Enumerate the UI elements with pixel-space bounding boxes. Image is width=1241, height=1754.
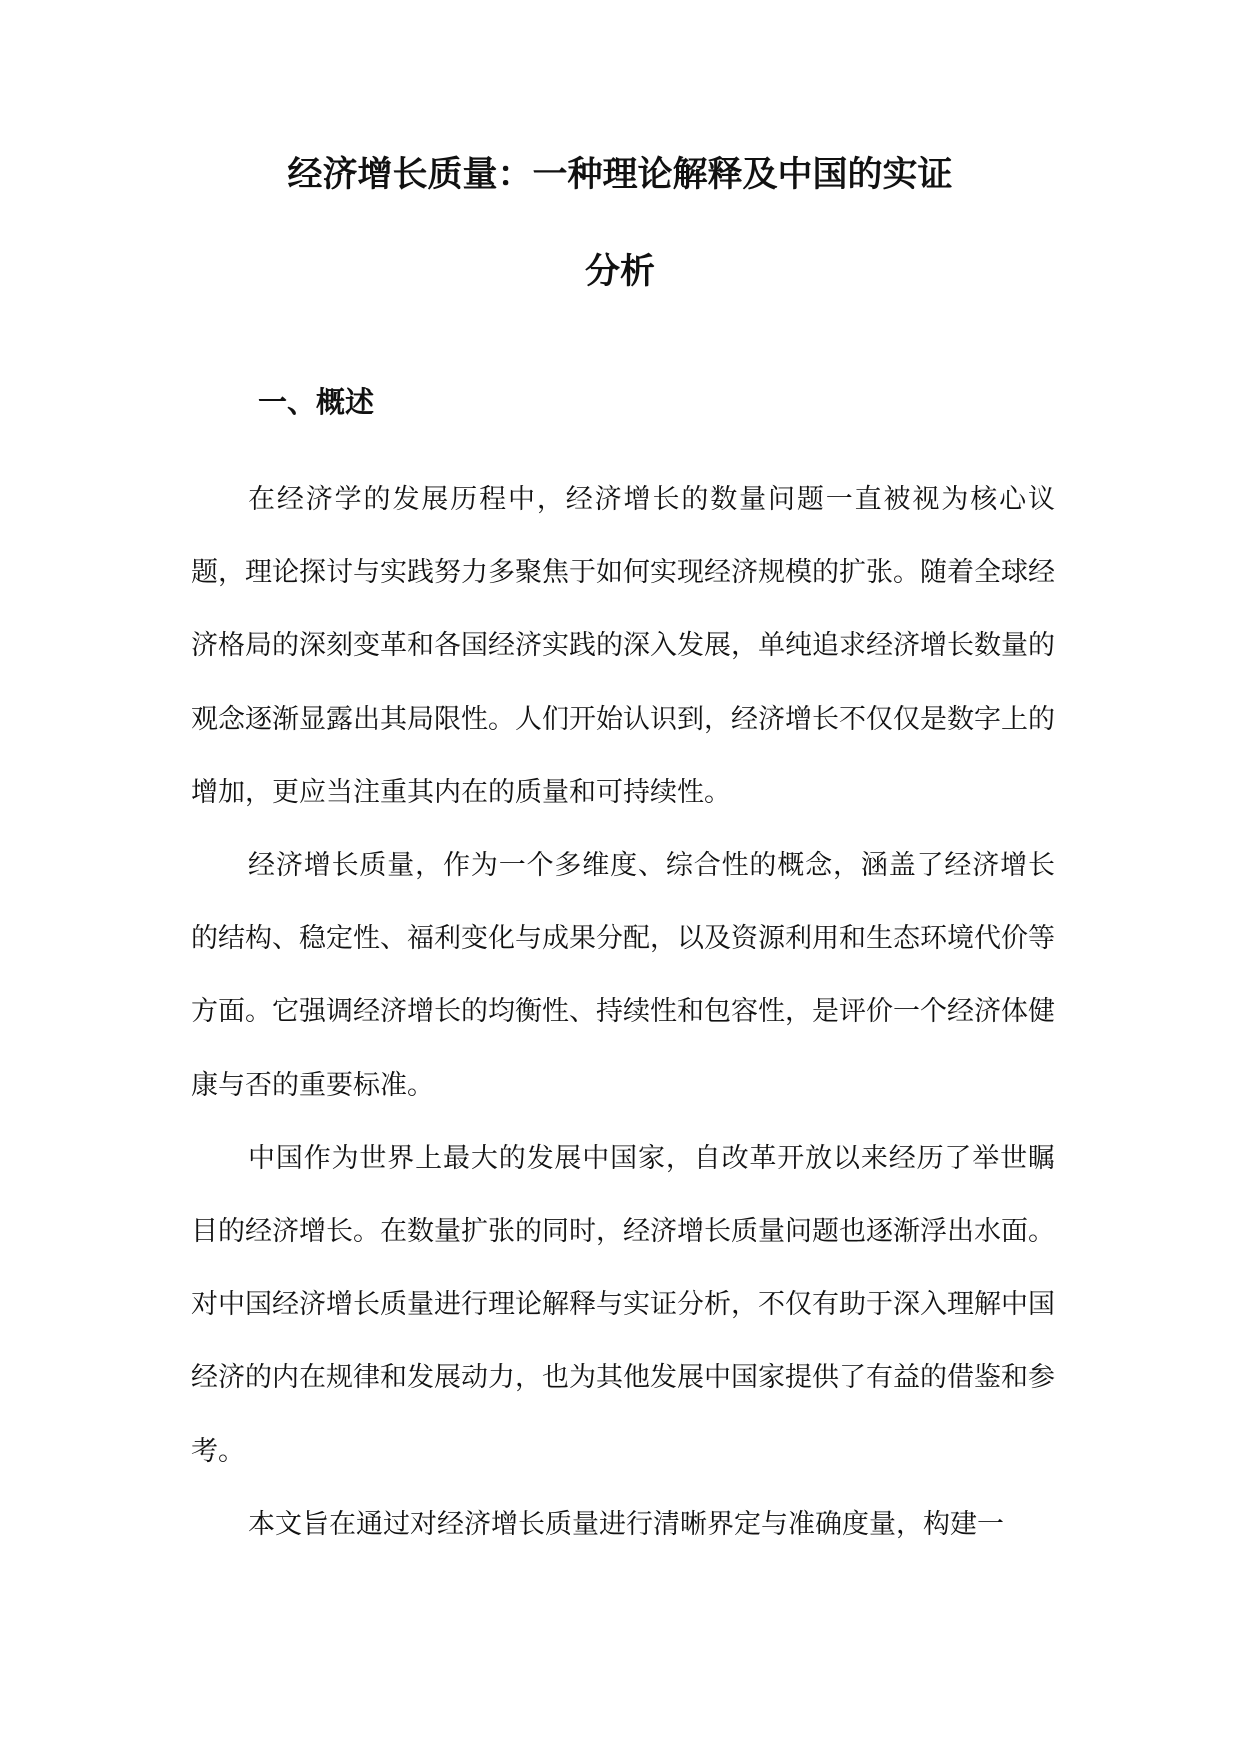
paragraph-2: 经济增长质量，作为一个多维度、综合性的概念，涵盖了经济增长的结构、稳定性、福利变化与成果分配，以及资源利用和生态环境代价等方面。它强调经济增长的均衡性、持续性和包容性，是评价一个经济体健康与否的重要标准。 bbox=[191, 850, 1055, 1101]
document-title-line-2: 分析 bbox=[584, 252, 655, 292]
document-title-line-1: 经济增长质量：一种理论解释及中国的实证 bbox=[287, 155, 953, 195]
paragraph-1: 在经济学的发展历程中，经济增长的数量问题一直被视为核心议题，理论探讨与实践努力多聚焦于如何实现经济规模的扩张。随着全球经济格局的深刻变革和各国经济实践的深入发展，单纯追求经济增长数量的观念逐渐显露出其局限性。人们开始认识到，经济增长不仅仅是数字上的增加，更应当注重其内在的质量和可持续性。 bbox=[191, 484, 1055, 808]
section-heading: 一、概述 bbox=[258, 385, 375, 419]
document-body bbox=[191, 463, 1055, 1561]
paragraph-4: 本文旨在通过对经济增长质量进行清晰界定与准确度量，构建一 bbox=[248, 1508, 1004, 1540]
paragraph-3: 中国作为世界上最大的发展中国家，自改革开放以来经历了举世瞩目的经济增长。在数量扩张的同时，经济增长质量问题也逐渐浮出水面。对中国经济增长质量进行理论解释与实证分析，不仅有助于深入理解中国经济的内在规律和发展动力，也为其他发展中国家提供了有益的借鉴和参考。 bbox=[191, 1142, 1055, 1467]
